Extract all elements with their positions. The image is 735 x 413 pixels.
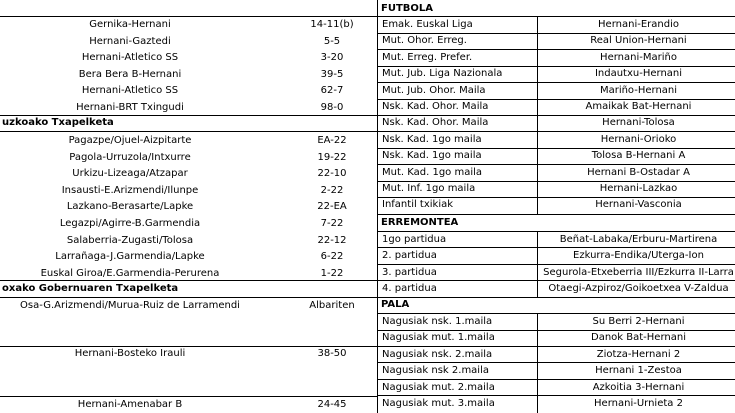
match-score: 22-10	[317, 168, 347, 180]
match-name: Legazpi/Agirre-B.Garmendia	[59, 218, 201, 229]
league-name: Infantil txikiak	[382, 199, 454, 211]
table-rule	[377, 247, 735, 248]
fixture-match: Danok Bat-Hernani	[591, 332, 686, 344]
league-name: Nagusiak mut. 3.maila	[382, 398, 495, 409]
fixture-match: Hernani-Mariño	[600, 51, 677, 63]
fixture-match: Segurola-Etxeberria III/Ezkurra II-Larra	[543, 266, 734, 278]
fixture-match: Real Union-Hernani	[590, 35, 687, 47]
table-rule	[377, 49, 735, 50]
match-name: Hernani-Atletico SS	[81, 85, 179, 97]
section-title-erremontea: ERREMONTEA	[381, 217, 459, 228]
match-score: 98-0	[320, 102, 344, 113]
table-rule	[377, 82, 735, 83]
table-rule	[377, 33, 735, 34]
table-rule	[377, 280, 735, 281]
match-score: 62-7	[320, 85, 344, 97]
league-name: Nagusiak nsk. 1.maila	[382, 316, 493, 327]
league-name: Mut. Ohor. Erreg.	[382, 35, 467, 47]
match-name: Insausti-E.Arizmendi/Ilunpe	[61, 184, 199, 196]
match-score: EA-22	[317, 135, 347, 146]
table-rule	[377, 313, 735, 314]
fixture-match: Ezkurra-Endika/Uterga-Ion	[573, 250, 704, 262]
match-name: Lazkano-Berasarte/Lapke	[66, 201, 194, 213]
fixture-match: Amaikak Bat-Hernani	[585, 101, 692, 112]
fixture-match: Mariño-Hernani	[599, 84, 678, 96]
fixture-match: Ziotza-Hernani 2	[596, 348, 681, 360]
league-name: 1go partidua	[382, 234, 447, 245]
league-name: Nsk. Kad. Ohor. Maila	[382, 101, 489, 112]
match-score: 19-22	[317, 151, 347, 163]
table-rule	[0, 297, 377, 298]
match-name: Hernani-BRT Txingudi	[76, 102, 184, 113]
table-rule	[377, 264, 735, 265]
section-title-oxako: oxako Gobernuaren Txapelketa	[2, 283, 179, 294]
match-score: 5-5	[323, 35, 341, 47]
league-name: Nagusiak nsk 2.maila	[382, 365, 489, 377]
table-rule	[377, 214, 735, 215]
match-name: Pagazpe/Ojuel-Aizpitarte	[68, 135, 192, 146]
table-rule	[377, 148, 735, 149]
match-name: Bera Bera B-Hernani	[78, 68, 182, 80]
fixture-match: Hernani-Erandio	[598, 19, 679, 30]
fixture-match: Hernani B-Ostadar A	[587, 166, 690, 178]
match-name: Osa-G.Arizmendi/Murua-Ruiz de Larramendi	[20, 300, 240, 311]
league-name: Nagusiak mut. 1.maila	[382, 332, 495, 344]
match-name: Hernani-Amenabar B	[77, 399, 183, 410]
fixture-match: Beñat-Labaka/Erburu-Martirena	[559, 234, 718, 245]
fixture-match: Hernani-Urnieta 2	[594, 398, 683, 409]
match-name: Hernani-Atletico SS	[81, 52, 179, 64]
table-rule	[377, 395, 735, 396]
table-rule	[377, 99, 735, 100]
league-name: Emak. Euskal Liga	[382, 19, 473, 30]
league-name: 3. partidua	[382, 266, 437, 278]
match-score: 38-50	[317, 348, 347, 359]
fixture-match: Hernani-Tolosa	[602, 117, 675, 129]
match-score: 1-22	[320, 267, 344, 279]
league-name: Mut. Jub. Liga Nazionala	[382, 68, 503, 80]
match-name: Hernani-Bosteko Irauli	[74, 348, 186, 359]
table-rule	[377, 181, 735, 182]
match-score: Albariten	[309, 300, 355, 311]
fixture-match: Indautxu-Hernani	[594, 68, 683, 80]
table-rule	[377, 330, 735, 331]
table-rule	[377, 379, 735, 380]
fixture-match: Tolosa B-Hernani A	[591, 150, 686, 162]
league-name: Nsk. Kad. 1go maila	[382, 150, 482, 162]
match-name: Urkizu-Lizeaga/Atzapar	[72, 168, 188, 180]
table-rule	[377, 131, 735, 132]
league-name: Nagusiak mut. 2.maila	[382, 381, 495, 393]
match-score: 22-EA	[317, 201, 347, 213]
fixture-match: Otaegi-Azpiroz/Goikoetxea V-Zaldua	[548, 283, 729, 295]
match-score: 14-11(b)	[310, 19, 354, 30]
match-name: Gernika-Hernani	[89, 19, 171, 30]
match-name: Hernani-Gaztedi	[89, 35, 171, 47]
fixture-match: Hernani-Vasconia	[595, 199, 682, 211]
fixture-match: Hernani-Orioko	[600, 133, 677, 145]
column-divider	[377, 0, 378, 413]
table-rule	[377, 197, 735, 198]
section-title-futbola: FUTBOLA	[381, 3, 434, 14]
league-name: Nsk. Kad. 1go maila	[382, 133, 482, 145]
table-rule	[0, 115, 377, 116]
league-name: 4. partidua	[382, 283, 437, 295]
table-rule	[377, 66, 735, 67]
table-rule	[377, 115, 735, 116]
table-rule	[0, 131, 377, 132]
league-name: 2. partidua	[382, 250, 437, 262]
match-score: 24-45	[317, 399, 347, 410]
league-name: Mut. Kad. 1go maila	[382, 166, 483, 178]
match-name: Salaberria-Zugasti/Tolosa	[66, 234, 194, 246]
section-title-pala: PALA	[381, 299, 410, 310]
match-name: Euskal Giroa/E.Garmendia-Perurena	[40, 267, 220, 279]
table-rule	[0, 16, 377, 17]
table-rule	[377, 297, 735, 298]
fixture-match: Azkoitia 3-Hernani	[592, 381, 685, 393]
match-score: 22-12	[317, 234, 347, 246]
table-rule	[377, 164, 735, 165]
fixture-match: Su Berri 2-Hernani	[592, 316, 685, 327]
table-rule	[377, 231, 735, 232]
match-name: Larrañaga-J.Garmendia/Lapke	[55, 251, 205, 263]
fixture-match: Hernani 1-Zestoa	[595, 365, 682, 377]
league-name: Nsk. Kad. Ohor. Maila	[382, 117, 489, 129]
table-rule	[0, 346, 377, 347]
match-score: 7-22	[320, 218, 344, 229]
fixture-match: Hernani-Lazkao	[599, 183, 678, 194]
league-name: Mut. Erreg. Prefer.	[382, 51, 473, 63]
table-rule	[0, 280, 377, 281]
table-rule	[377, 362, 735, 363]
match-score: 6-22	[320, 251, 344, 263]
table-rule-vertical	[537, 16, 538, 214]
league-name: Mut. Jub. Ohor. Maila	[382, 84, 486, 96]
table-rule	[0, 396, 377, 397]
match-name: Pagola-Urruzola/Intxurre	[69, 151, 191, 163]
league-name: Mut. Inf. 1go maila	[382, 183, 476, 194]
table-rule	[377, 346, 735, 347]
table-rule-vertical	[537, 313, 538, 413]
league-name: Nagusiak nsk. 2.maila	[382, 348, 493, 360]
match-score: 3-20	[320, 52, 344, 64]
section-title-uzkoako: uzkoako Txapelketa	[2, 117, 114, 128]
table-rule	[377, 16, 735, 17]
table-rule-vertical	[537, 231, 538, 297]
match-score: 2-22	[320, 184, 344, 196]
match-score: 39-5	[320, 68, 344, 80]
